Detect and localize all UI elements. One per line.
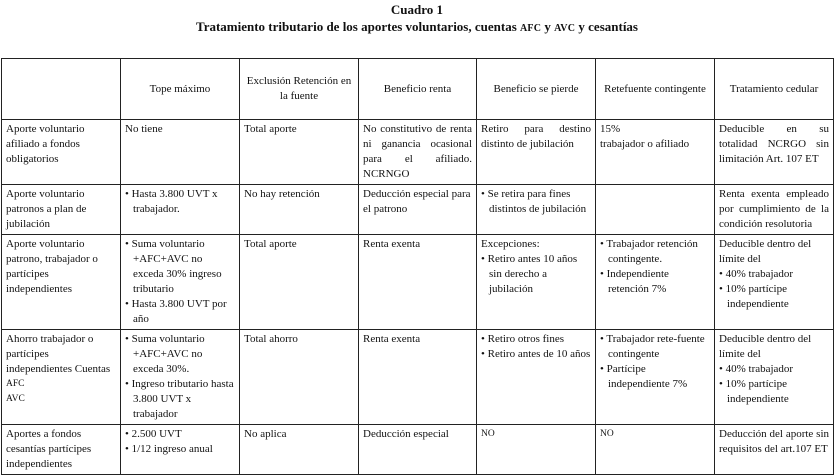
subtitle-text: y <box>541 19 555 34</box>
cell-line: AFC <box>6 379 25 389</box>
header-tope: Tope máximo <box>121 59 240 120</box>
concept-cell <box>2 330 121 425</box>
table-row <box>2 185 834 235</box>
cell-line: Retiro para destino distinto de jubilación <box>481 123 591 150</box>
exclusion-cell: Total aporte <box>240 120 359 185</box>
retefuente-cell <box>596 425 715 475</box>
cell-line: • Partícipe independiente 7% <box>600 363 688 390</box>
subtitle-afc: AFC <box>520 23 542 34</box>
table-title: Cuadro 1 <box>390 2 444 17</box>
cell-line: 15% <box>600 123 621 135</box>
tope-cell <box>121 330 240 425</box>
pierde-cell <box>477 235 596 330</box>
cell-line: • 2.500 UVT <box>125 428 182 440</box>
cell-line: • Retiro antes 10 años sin derecho a jubilación <box>481 253 578 295</box>
concept-cell: Aporte voluntario patronos a plan de jubilación <box>2 185 121 235</box>
cell-line: • 40% trabajador <box>719 268 794 280</box>
table-row <box>2 120 834 185</box>
tope-cell <box>121 120 240 185</box>
cell-line: NO <box>481 429 495 439</box>
pierde-cell <box>477 425 596 475</box>
table-row <box>2 425 834 475</box>
beneficio-cell: Deducción especial <box>359 425 477 475</box>
table-row <box>2 235 834 330</box>
subtitle-text: y cesantías <box>575 19 638 34</box>
subtitle-text: Tratamiento tributario de los aportes voluntarios, cuentas <box>195 19 521 34</box>
concept-cell: Aportes a fondos cesantías partícipes independientes <box>2 425 121 475</box>
beneficio-cell: Renta exenta <box>359 235 477 330</box>
table-subtitle <box>0 19 834 35</box>
pierde-cell <box>477 120 596 185</box>
cell-line: Deducible dentro del límite del <box>719 238 812 265</box>
cell-line: • Hasta 3.800 UVT por año <box>125 298 227 325</box>
cell-line: • 1/12 ingreso anual <box>125 443 213 455</box>
cell-line: Renta exenta empleado por cumplimiento de la condición resolutoria <box>719 188 829 230</box>
tope-cell <box>121 235 240 330</box>
cell-line: • Trabajador rete-fuente contingente <box>600 333 705 360</box>
cell-line: Excepciones: <box>481 238 540 250</box>
cell-line: • Trabajador retención contingente. <box>600 238 698 265</box>
subtitle-avc: AVC <box>554 23 576 34</box>
cell-line: No tiene <box>125 123 163 135</box>
cell-line: AVC <box>6 394 25 404</box>
cell-line: Deducible dentro del límite del <box>719 333 812 360</box>
cell-line: • Suma voluntario +AFC+AVC no exceda 30%. <box>125 333 205 375</box>
exclusion-cell: No hay retención <box>240 185 359 235</box>
retefuente-cell <box>596 330 715 425</box>
retefuente-cell <box>596 235 715 330</box>
exclusion-cell: No aplica <box>240 425 359 475</box>
cell-line: • Se retira para fines distintos de jubilación <box>481 188 587 215</box>
cell-line: • Retiro otros fines <box>481 333 564 345</box>
cell-line: • Suma voluntario +AFC+AVC no exceda 30% ingreso tributario <box>125 238 222 295</box>
cell-line: • 10% partícipe independiente <box>719 378 789 405</box>
cedular-cell <box>715 330 834 425</box>
beneficio-cell: Deducción especial para el patrono <box>359 185 477 235</box>
cell-line: Ahorro trabajador o partícipes independientes Cuentas <box>6 333 111 375</box>
cell-line: NO <box>600 429 614 439</box>
header-cedular: Tratamiento cedular <box>715 59 834 120</box>
header-exclusion: Exclusión Retención en la fuente <box>240 59 359 120</box>
concept-cell: Aporte voluntario patrono, trabajador o partícipes independientes <box>2 235 121 330</box>
cell-line: • 40% trabajador <box>719 363 794 375</box>
retefuente-cell <box>596 120 715 185</box>
header-concept <box>2 59 121 120</box>
cell-line: • 10% partícipe independiente <box>719 283 789 310</box>
cedular-cell <box>715 235 834 330</box>
pierde-cell <box>477 330 596 425</box>
exclusion-cell: Total aporte <box>240 235 359 330</box>
tope-cell <box>121 425 240 475</box>
pierde-cell <box>477 185 596 235</box>
cell-line: • Retiro antes de 10 años <box>481 348 591 360</box>
tax-treatment-table <box>1 58 834 475</box>
header-beneficio: Beneficio renta <box>359 59 477 120</box>
header-row <box>2 59 834 120</box>
header-retefuente: Retefuente contingente <box>596 59 715 120</box>
retefuente-cell <box>596 185 715 235</box>
table-row <box>2 330 834 425</box>
cell-line: Deducible en su totalidad NCRGO sin limitación Art. 107 ET <box>719 123 829 165</box>
header-pierde: Beneficio se pierde <box>477 59 596 120</box>
exclusion-cell: Total ahorro <box>240 330 359 425</box>
concept-cell: Aporte voluntario afiliado a fondos obligatorios <box>2 120 121 185</box>
cell-line: • Ingreso tributario hasta 3.800 UVT x trabajador <box>125 378 234 420</box>
cell-line: Deducción del aporte sin requisitos del art.107 ET <box>719 428 829 455</box>
cedular-cell <box>715 425 834 475</box>
cell-line: trabajador o afiliado <box>600 138 690 150</box>
tope-cell <box>121 185 240 235</box>
beneficio-cell: Renta exenta <box>359 330 477 425</box>
cedular-cell <box>715 120 834 185</box>
cell-line: • Hasta 3.800 UVT x trabajador. <box>125 188 218 215</box>
beneficio-cell: No constitutivo de renta ni ganancia ocasional para el afiliado. NCRNGO <box>359 120 477 185</box>
cedular-cell <box>715 185 834 235</box>
cell-line: • Independiente retención 7% <box>600 268 669 295</box>
